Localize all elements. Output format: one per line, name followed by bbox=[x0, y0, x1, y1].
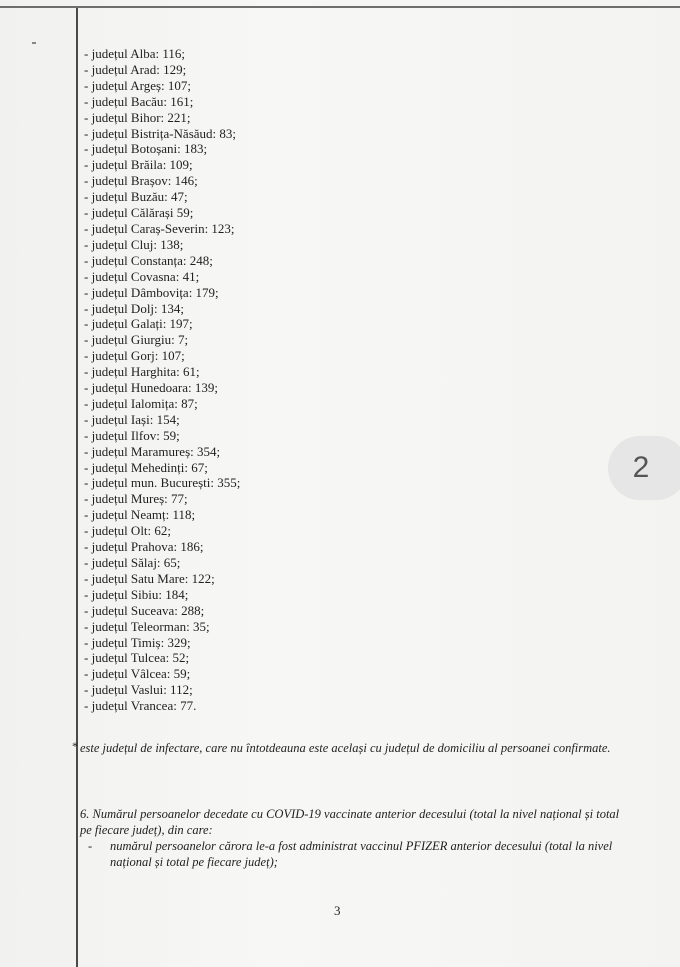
county-list-item: - județul Iași: 154; bbox=[84, 411, 180, 427]
county-list-item: - județul Botoșani: 183; bbox=[84, 141, 208, 157]
county-list-item: - județul Suceava: 288; bbox=[84, 602, 205, 618]
county-list-item: - județul Maramureș: 354; bbox=[84, 443, 221, 459]
item-dash: - bbox=[88, 839, 93, 853]
county-list-item: - județul Vrancea: 77. bbox=[84, 698, 197, 714]
county-list-item: - județul Neamț: 118; bbox=[84, 507, 196, 523]
county-death-list bbox=[84, 46, 240, 714]
item-text: numărul persoanelor cărora le-a fost administrat vaccinul PFIZER anterior decesului (total la nivel național și total pe fiecare județ); bbox=[110, 839, 613, 869]
county-list-item: - județul Vâlcea: 59; bbox=[84, 666, 191, 682]
county-list-item: - județul Argeș: 107; bbox=[84, 77, 192, 93]
county-list-item: - județul Giurgiu: 7; bbox=[84, 332, 189, 348]
county-list-item: - județul Mehedinți: 67; bbox=[84, 459, 208, 475]
county-list-item: - județul Arad: 129; bbox=[84, 61, 187, 77]
section-6-heading: 6. Numărul persoanelor decedate cu COVID-19 vaccinate anterior decesului (total la nivel național și total pe fiecare județ), din care: bbox=[80, 807, 620, 837]
county-list-item: - județul mun. București: 355; bbox=[84, 475, 241, 491]
county-list-item: - județul Cluj: 138; bbox=[84, 236, 184, 252]
county-list-item: - județul Bistrița-Năsăud: 83; bbox=[84, 125, 237, 141]
footnote-asterisk: * bbox=[72, 739, 78, 753]
county-list-item: - județul Ialomița: 87; bbox=[84, 395, 198, 411]
county-list-item: - județul Prahova: 186; bbox=[84, 539, 204, 555]
county-list-item: - județul Mureș: 77; bbox=[84, 491, 188, 507]
county-list-item: - județul Caraș-Severin: 123; bbox=[84, 220, 235, 236]
section-6-item bbox=[88, 838, 618, 870]
county-list-item: - județul Călărași 59; bbox=[84, 205, 194, 221]
county-list-item: - județul Satu Mare: 122; bbox=[84, 570, 215, 586]
county-list-item: - județul Harghita: 61; bbox=[84, 364, 200, 380]
county-list-item: - județul Constanța: 248; bbox=[84, 252, 213, 268]
county-list-item: - județul Brăila: 109; bbox=[84, 157, 193, 173]
page-indicator-number: 2 bbox=[632, 451, 650, 484]
page-indicator-badge[interactable] bbox=[608, 436, 680, 500]
county-list-item: - județul Sibiu: 184; bbox=[84, 586, 189, 602]
county-list-item: - județul Covasna: 41; bbox=[84, 268, 200, 284]
county-list-item: - județul Alba: 116; bbox=[84, 46, 185, 61]
county-list-item: - județul Buzău: 47; bbox=[84, 189, 188, 205]
page-number: 3 bbox=[334, 903, 341, 918]
footnote-text: este județul de infectare, care nu întotdeauna este același cu județul de domiciliu al persoanei confirmate. bbox=[80, 741, 611, 755]
county-list-item: - județul Ilfov: 59; bbox=[84, 427, 180, 443]
county-list-item: - județul Galați: 197; bbox=[84, 316, 193, 332]
left-margin-line bbox=[76, 8, 78, 967]
county-list-item: - județul Dolj: 134; bbox=[84, 300, 185, 316]
county-list-item: - județul Hunedoara: 139; bbox=[84, 380, 218, 396]
county-list-item: - județul Bacău: 161; bbox=[84, 93, 194, 109]
county-list-item: - județul Brașov: 146; bbox=[84, 173, 198, 189]
county-list-item: - județul Teleorman: 35; bbox=[84, 618, 210, 634]
scan-mark bbox=[32, 42, 36, 44]
county-list-item: - județul Bihor: 221; bbox=[84, 109, 191, 125]
county-list-item: - județul Timiș: 329; bbox=[84, 634, 191, 650]
footnote bbox=[72, 739, 620, 756]
county-list-item: - județul Vaslui: 112; bbox=[84, 682, 193, 698]
county-list-item: - județul Sălaj: 65; bbox=[84, 555, 181, 570]
county-list-item: - județul Dâmbovița: 179; bbox=[84, 284, 219, 300]
county-list-item: - județul Gorj: 107; bbox=[84, 348, 185, 364]
top-border-line bbox=[0, 6, 680, 8]
county-list-item: - județul Tulcea: 52; bbox=[84, 650, 190, 666]
county-list-item: - județul Olt: 62; bbox=[84, 523, 172, 539]
